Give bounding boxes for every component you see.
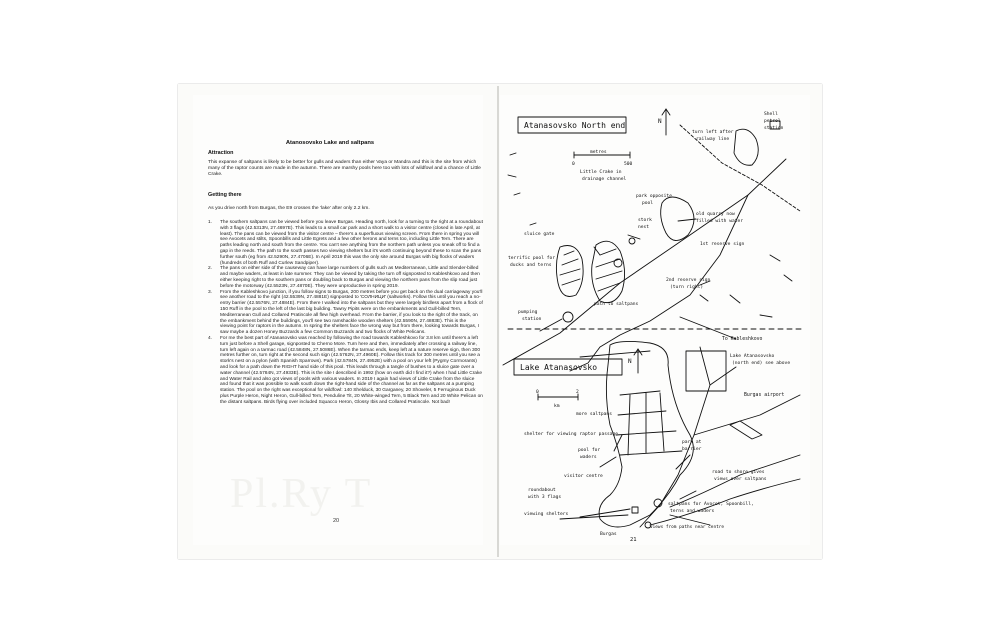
page-number-right: 21 <box>630 537 637 543</box>
list-number: 1. <box>208 220 213 225</box>
first-reserve-sign-label: 1st reserve sign <box>700 242 745 247</box>
road-to-shore-label: road to shore gives <box>712 470 765 475</box>
visitor-centre-label: visitor centre <box>564 474 603 479</box>
scale-end: 500 <box>624 162 633 167</box>
list-text: From the Kableshkovo junction, if you follow signs to Burgas, 200 metres before you get back on the dual carriageway you'll see another road to the right (42.5539N, 27.4881E) signposted to 'СОЛНИЦИ' (saltworks). Follow this until you reach a no-entry barrier (42.5576N, 27.4884E). From there I walked into the saltpans but they were largely birdless apart from a flock of 150 Ruff in the pool to the left of the last big building. Tawny Pipits were on the embankments and Gull-billed Tern, Mediterranean Gull and Collared Pratincole all flew high overhead. From the barrier, if you look to the right of the track, on the embankment behind the buildings, you'll see two ramshackle wooden shelters (42.5590N, 27.4883E). This is the viewing point for raptors in the autumn. In spring the shelters face the wrong way but from there, looking towards Burgas, I saw maybe a dozen Honey Buzzards a few Common Buzzards and two flocks of White Pelicans. <box>220 289 483 336</box>
sluice-gate-icon <box>614 259 622 267</box>
burgas-label: Burgas <box>600 532 617 537</box>
directions-list <box>208 220 483 406</box>
stork-label: stork <box>638 218 652 223</box>
north-map-title: Atanasovsko North end <box>524 121 626 130</box>
hand-drawn-maps <box>500 95 810 545</box>
shell-label: Shell <box>764 112 778 117</box>
quarry-pool <box>661 197 694 241</box>
list-text: The southern saltpans can be viewed before you leave Burgas. Heading north, look for a turning to the right at a roundabout with 3 flags (42.5313N, 27.4697E). This leads to a small car park and a short walk to a visitor centre (closed in late April, at least). The pans can be viewed from the visitor centre – there's a superfluous viewing screen. From there in spring you will see Avocets and stilts, Spoonbills and Little Egrets and a few other herons and terns too, including Little Tern. There are paths leading north and south from the centre. You can't see anything from the northern path unless you sneak off to find a gap in the reeds. The path to the south passes two viewing shelters but it's worth continuing beyond these to scan the pans further south (eg from 42.5290N, 27.4706E). In April 2019 this was the only site around Burgas with big flocks of waders (hundreds of both Ruff and Curlew Sandpiper). <box>220 220 483 266</box>
views-from-paths-label: views from paths near centre <box>650 525 725 530</box>
saltpans-avocet-label: saltpans for Avocet, Spoonbill, <box>668 502 754 507</box>
ducks-terns-label: ducks and terns <box>510 263 552 268</box>
burgas-airport-label: Burgas airport <box>744 393 785 398</box>
roundabout-label: roundabout <box>528 488 556 493</box>
turn-right-label: (turn right) <box>670 285 704 290</box>
list-number: 4. <box>208 335 213 341</box>
raptor-shelter-label: shelter for viewing raptor passage <box>524 432 619 437</box>
page-gutter <box>497 86 499 557</box>
more-saltpans-label: more saltpans <box>576 412 612 417</box>
road-line <box>640 347 710 527</box>
scale-start: 0 <box>536 390 539 395</box>
scale-end: 2 <box>576 390 579 395</box>
pool-for-label: pool for <box>578 448 601 453</box>
scale-unit: km <box>554 404 560 409</box>
list-item <box>208 220 483 266</box>
list-item <box>208 290 483 336</box>
faint-watermark-text: Pl.Ry T <box>230 471 373 517</box>
path-to-saltpans-label: path to saltpans <box>594 302 639 307</box>
petrol-label: petrol <box>764 119 781 124</box>
page-number-left: 20 <box>333 518 340 524</box>
pumping-station-label: station <box>522 317 542 322</box>
nest-label: nest <box>638 225 650 230</box>
page-title: Atanosovsko Lake and saltpans <box>285 140 375 146</box>
shore-line <box>650 455 800 525</box>
drainage-channel-label: drainage channel <box>582 177 627 182</box>
park-opposite-label: park opposite <box>636 194 672 199</box>
little-crake-label: Little Crake in <box>580 170 622 175</box>
park-pool-label: pool <box>642 201 654 206</box>
south-map-title: Lake Atanasovsko <box>520 363 598 372</box>
pumping-station-icon <box>563 312 573 322</box>
main-road-line <box>503 159 786 365</box>
airport-icon <box>730 421 762 439</box>
intro-text: As you drive north from Burgas, the E9 crosses the 'lake' after only 2.2 km. <box>208 206 370 211</box>
viewing-shelters-label: viewing shelters <box>524 512 569 517</box>
list-number: 2. <box>208 266 213 272</box>
sluice-gate-label: sluice gate <box>524 232 555 237</box>
getting-there-heading: Getting there <box>208 192 242 198</box>
list-number: 3. <box>208 289 213 295</box>
north-end-label: (north end) see above <box>732 361 791 366</box>
stork-nest-icon <box>629 238 635 244</box>
station-label: station <box>764 126 784 131</box>
barrier-label: barrier <box>682 447 702 452</box>
list-item <box>208 266 483 289</box>
list-text: For me the best part of Atanasovsko was reached by following the road towards Kableshkovo for 3.8 km until there's a left turn just before a Shell garage, signposted to Cherno More. Turn here and then, immediately after crossing a railway line, turn left again on a tarmac road (42.5848N, 27.5086E). When the tarmac ends, keep left at a nature reserve sign, then 300 metres further on, turn right at the second such sign (42.5762N, 27.4960E). Follow this track for 300 metres until you see a stork's nest on a pylon (with Spanish Sparrows). Park (42.5784N, 27.4952E) with a pool on your left (Pygmy Cormorants) and look for a path down the RIGHT hand side of this pool. This leads through a tangle of bushes to a sluice gate over a water channel (42.5784N, 27.4933E). This is the site I described in 1992 (how on earth did I find it?) when I had Little Crake and Water Rail and also got views of pools with various waders. In 2019 I again had views of Little Crake from the sluice and found that it was possible to walk south down the right-hand side of the channel as far as the saltpans at a pumping station. The pool on the right was exceptional for wildfowl: 140 Shelduck, 30 Garganey, 20 Shoveler, 5 Ferruginous Duck plus Purple Heron, Night Heron, Gull-billed Tern, Penduline Tit, 20 White-winged Tern, 5 Black Tern and 20 White Pelican on the distant saltpans. Birds flying over included Squacco Heron, Glossy Ibis and Collared Pratincole. Not bad! <box>220 335 483 405</box>
lake-atanasovsko-label: Lake Atanasovsko <box>730 354 775 359</box>
turn-left-label: turn left after <box>692 130 734 135</box>
old-quarry-label: old quarry now <box>696 212 735 217</box>
attraction-text: This expanse of saltpans is likely to be better for gulls and waders than either Vaya or Mandra and this is the site from which many of the raptor counts are made in the autumn. There are marshy pools here too with lots of wildfowl and a chance of Little Crake. <box>208 160 481 177</box>
north-label: N <box>628 358 632 365</box>
second-reserve-sign-label: 2nd reserve sign <box>666 278 711 283</box>
scale-start: 0 <box>572 162 575 167</box>
viewing-shelter-icon <box>632 507 638 513</box>
scale-unit: metres <box>590 150 607 155</box>
attraction-heading: Attraction <box>208 150 234 156</box>
quarry-water-label: filled with water <box>696 219 744 224</box>
terrific-pool-label: terrific pool for <box>508 256 556 261</box>
pumping-label: pumping <box>518 310 538 315</box>
north-label: N <box>658 118 662 125</box>
railway-label: railway line <box>696 137 730 142</box>
views-saltpans-label: views over saltpans <box>714 477 767 482</box>
terns-waders-label: terns and waders <box>670 509 715 514</box>
list-text: The pans on either side of the causeway can have large numbers of gulls such as Mediterranean, Little and Slender-billed and maybe waders, at least in late summer. They can be viewed by taking the turn off signposted to Kableshkovo and then either keeping right to the southern pans or doubling back to Burgas and viewing the northern pans from the slip road just before the motorway (42.5523N, 27.4870E). They were unproductive in spring 2019. <box>220 266 480 289</box>
to-kableshkovo-label: To Kableshkovo <box>722 337 763 342</box>
park-at-label: park at <box>682 440 702 445</box>
waders-label: waders <box>580 455 597 460</box>
list-item <box>208 336 483 406</box>
three-flags-label: with 3 flags <box>528 495 562 500</box>
